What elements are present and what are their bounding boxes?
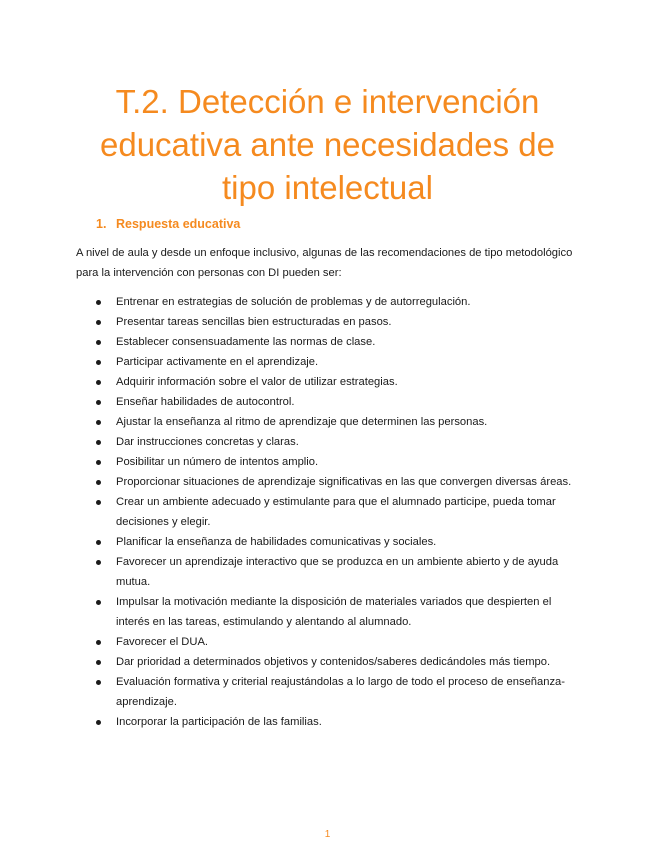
list-item xyxy=(96,632,586,652)
bullet-icon xyxy=(96,360,101,365)
list-item-text: Dar instrucciones concretas y claras. xyxy=(116,436,299,448)
list-item xyxy=(96,392,586,412)
bullet-icon xyxy=(96,500,101,505)
section-number: 1. xyxy=(96,217,107,231)
title-line: T.2. Detección e intervención xyxy=(115,83,540,120)
bullet-icon xyxy=(96,660,101,665)
list-item xyxy=(96,292,586,312)
bullet-icon xyxy=(96,440,101,445)
list-item-text: Dar prioridad a determinados objetivos y contenidos/saberes dedicándoles más tiempo. xyxy=(116,656,551,668)
section-title: Respuesta educativa xyxy=(116,217,241,231)
list-item xyxy=(96,592,586,632)
bullet-icon xyxy=(96,480,101,485)
title-line: tipo intelectual xyxy=(222,169,433,206)
title-line: educativa ante necesidades de xyxy=(99,126,555,163)
bullet-icon xyxy=(96,680,101,685)
bullet-icon xyxy=(96,460,101,465)
list-item-text: Crear un ambiente adecuado y estimulante para que el alumnado participe, pueda tomar decisiones y elegir. xyxy=(116,496,556,528)
list-item xyxy=(96,452,586,472)
list-item-text: Adquirir información sobre el valor de utilizar estrategias. xyxy=(116,376,398,388)
bullet-icon xyxy=(96,560,101,565)
list-item-text: Favorecer un aprendizaje interactivo que se produzca en un ambiente abierto y de ayuda mutua. xyxy=(116,556,559,588)
list-item xyxy=(96,352,586,372)
bullet-icon xyxy=(96,300,101,305)
bullet-icon xyxy=(96,600,101,605)
bullet-icon xyxy=(96,640,101,645)
section-heading xyxy=(96,216,240,232)
list-item xyxy=(96,532,586,552)
list-item xyxy=(96,672,586,712)
list-item-text: Evaluación formativa y criterial reajustándolas a lo largo de todo el proceso de enseñanza-aprendizaje. xyxy=(116,676,566,708)
bullet-icon xyxy=(96,340,101,345)
list-item-text: Impulsar la motivación mediante la disposición de materiales variados que despierten el interés en las tareas, estimulando y alentando al alumnado. xyxy=(116,596,552,628)
list-item xyxy=(96,712,586,732)
list-item-text: Planificar la enseñanza de habilidades comunicativas y sociales. xyxy=(116,536,437,548)
list-item-text: Favorecer el DUA. xyxy=(116,636,209,648)
list-item xyxy=(96,492,586,532)
list-item-text: Proporcionar situaciones de aprendizaje significativas en las que convergen diversas áreas. xyxy=(116,476,572,488)
document-title xyxy=(60,80,595,209)
list-item xyxy=(96,552,586,592)
list-item xyxy=(96,372,586,392)
recommendations-list xyxy=(96,292,586,732)
list-item xyxy=(96,432,586,452)
bullet-icon xyxy=(96,380,101,385)
list-item-text: Entrenar en estrategias de solución de problemas y de autorregulación. xyxy=(116,296,471,308)
list-item xyxy=(96,412,586,432)
list-item-text: Presentar tareas sencillas bien estructuradas en pasos. xyxy=(116,316,392,328)
bullet-icon xyxy=(96,420,101,425)
list-item xyxy=(96,312,586,332)
list-item-text: Ajustar la enseñanza al ritmo de aprendizaje que determinen las personas. xyxy=(116,416,488,428)
bullet-icon xyxy=(96,720,101,725)
intro-paragraph: A nivel de aula y desde un enfoque inclusivo, algunas de las recomendaciones de tipo metodológico para la intervención con personas con DI pueden ser: xyxy=(76,247,573,279)
list-item-text: Enseñar habilidades de autocontrol. xyxy=(116,396,295,408)
bullet-icon xyxy=(96,540,101,545)
list-item-text: Establecer consensuadamente las normas de clase. xyxy=(116,336,376,348)
list-item xyxy=(96,652,586,672)
bullet-icon xyxy=(96,320,101,325)
list-item xyxy=(96,472,586,492)
list-item-text: Participar activamente en el aprendizaje. xyxy=(116,356,319,368)
list-item xyxy=(96,332,586,352)
page-number: 1 xyxy=(324,829,331,840)
list-item-text: Incorporar la participación de las familias. xyxy=(116,716,322,728)
bullet-icon xyxy=(96,400,101,405)
list-item-text: Posibilitar un número de intentos amplio. xyxy=(116,456,319,468)
